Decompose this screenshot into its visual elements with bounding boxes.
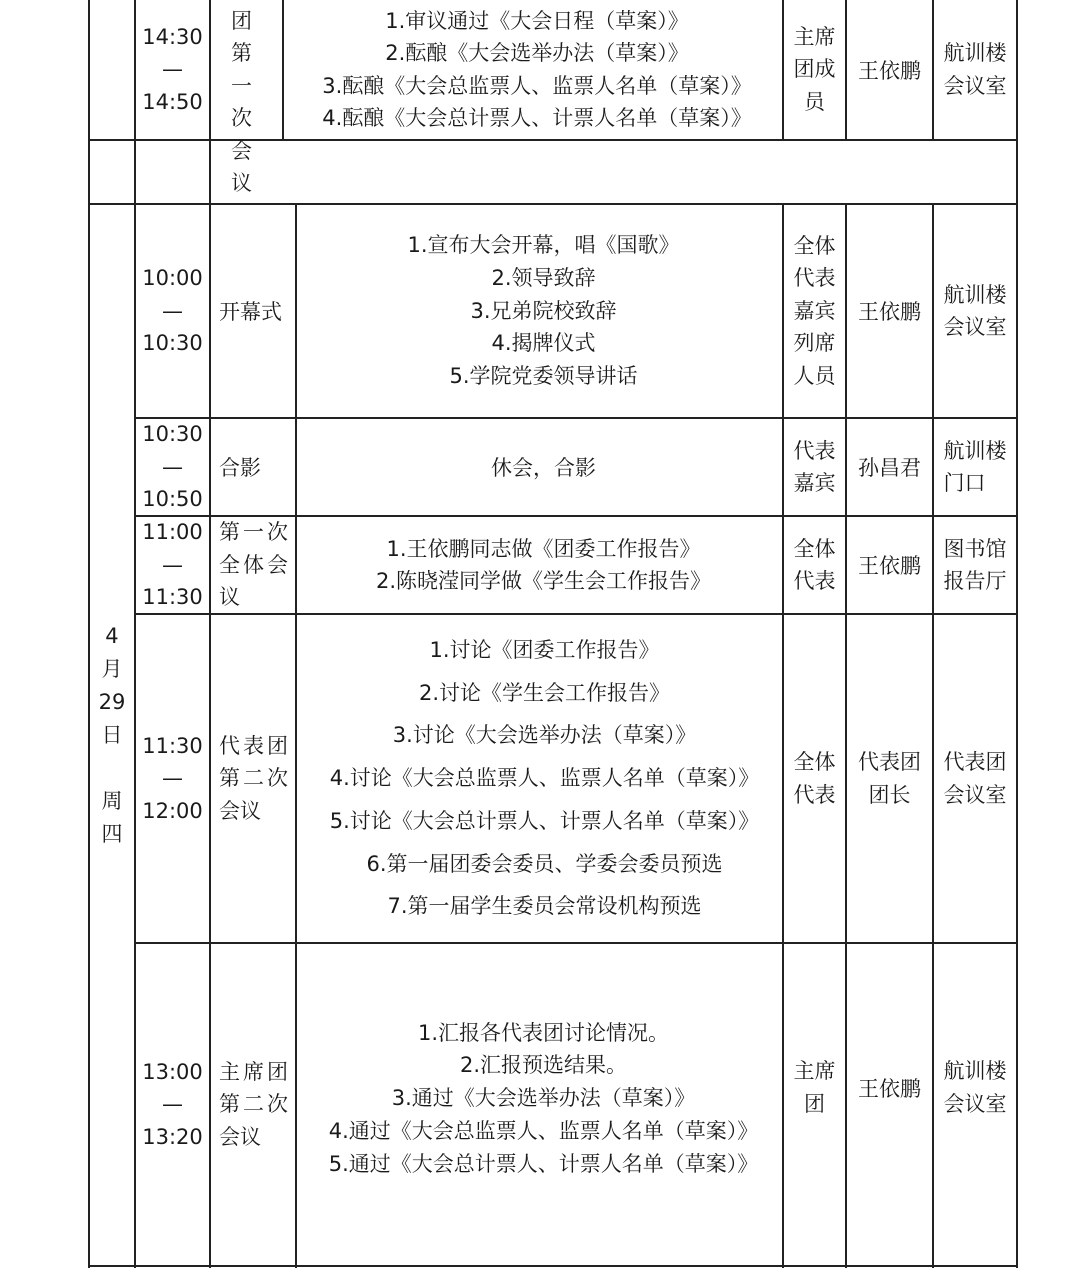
- agenda-list: [297, 944, 782, 1265]
- agenda-item: 1.汇报各代表团讨论情况。: [417, 1020, 670, 1045]
- host: 代表团 团长: [858, 750, 921, 807]
- agenda-item: 2.陈晓滢同学做《学生会工作报告》: [375, 569, 712, 593]
- participants: 全体 代表: [793, 536, 836, 593]
- session-name: 团 第 一 次 会 议: [231, 8, 262, 195]
- host: 王依鹏: [858, 58, 921, 83]
- location: 航训楼 会议室: [943, 41, 1007, 98]
- agenda-item: 1.讨论《团委工作报告》: [429, 637, 660, 662]
- agenda-item: 1.宣布大会开幕，唱《国歌》: [407, 233, 680, 257]
- participants: 全体 代表: [793, 750, 836, 807]
- session-time: 10:30 — 10:50: [142, 422, 203, 512]
- session-name: 主席团 第二次 会议: [219, 1059, 291, 1149]
- agenda-item: 1.审议通过《大会日程（草案）》: [385, 8, 689, 33]
- participants: 全体 代表 嘉宾 列席 人员: [793, 233, 836, 388]
- agenda-list: [297, 205, 782, 417]
- location: 航训楼 门口: [943, 438, 1007, 495]
- agenda-item: 4.揭牌仪式: [491, 331, 596, 356]
- session-time: 11:30 — 12:00: [142, 733, 203, 823]
- agenda-item: 7.第一届学生委员会常设机构预选: [387, 894, 702, 919]
- agenda-item: 5.讨论《大会总计票人、计票人名单（草案）》: [329, 808, 760, 833]
- session-name: 第一次 全体会 议: [219, 520, 291, 610]
- session-time: 14:30 — 14:50: [142, 24, 203, 114]
- location: 代表团 会议室: [943, 750, 1007, 807]
- location: 航训楼 会议室: [943, 282, 1007, 339]
- host: 王依鹏: [858, 1076, 921, 1101]
- grid-line: [88, 1265, 1018, 1267]
- agenda-item: 3.讨论《大会选举办法（草案）》: [392, 723, 697, 748]
- agenda-list: [297, 517, 782, 613]
- agenda-item: 5.学院党委领导讲话: [449, 364, 638, 389]
- agenda-item: 休会，合影: [491, 456, 596, 480]
- location: 图书馆 报告厅: [943, 536, 1007, 593]
- agenda-item: 1.王依鹏同志做《团委工作报告》: [386, 536, 701, 561]
- agenda-item: 3.兄弟院校致辞: [470, 298, 617, 323]
- agenda-item: 2.酝酿《大会选举办法（草案）》: [385, 41, 689, 65]
- host: 孙昌君: [858, 456, 921, 480]
- agenda-item: 6.第一届团委会委员、学委会委员预选: [366, 851, 723, 876]
- location: 航训楼 会议室: [943, 1059, 1007, 1116]
- agenda-item: 2.讨论《学生会工作报告》: [418, 680, 671, 705]
- agenda-item: 4.讨论《大会总监票人、监票人名单（草案）》: [329, 766, 760, 791]
- session-name: 合影: [219, 456, 261, 480]
- agenda-item: 2.领导致辞: [491, 265, 596, 290]
- agenda-item: 4.通过《大会总监票人、监票人名单（草案）》: [328, 1118, 759, 1143]
- session-time: 11:00 — 11:30: [142, 520, 203, 610]
- host: 王依鹏: [858, 554, 921, 578]
- grid-line: [1016, 0, 1018, 1268]
- participants: 代表 嘉宾: [793, 438, 836, 495]
- session-time: 13:00 — 13:20: [142, 1059, 203, 1149]
- session-name: 代表团 第二次 会议: [219, 733, 291, 823]
- agenda-list: [297, 615, 782, 942]
- session-name: 开幕式: [219, 300, 282, 324]
- participants: 主席 团成 员: [793, 24, 836, 114]
- participants: 主席 团: [793, 1059, 836, 1116]
- host: 王依鹏: [858, 300, 921, 324]
- agenda-list: [297, 419, 782, 515]
- agenda-item: 3.通过《大会选举办法（草案）》: [391, 1086, 696, 1111]
- agenda-item: 4.酝酿《大会总计票人、计票人名单（草案）》: [322, 106, 752, 130]
- agenda-item: 3.酝酿《大会总监票人、监票人名单（草案）》: [322, 73, 752, 98]
- session-time: 10:00 — 10:30: [142, 266, 203, 356]
- agenda-list: [284, 0, 782, 139]
- agenda-item: 2.汇报预选结果。: [459, 1053, 628, 1078]
- agenda-item: 5.通过《大会总计票人、计票人名单（草案）》: [328, 1151, 759, 1176]
- date-cell: 4 月 29 日 周 四: [98, 623, 126, 846]
